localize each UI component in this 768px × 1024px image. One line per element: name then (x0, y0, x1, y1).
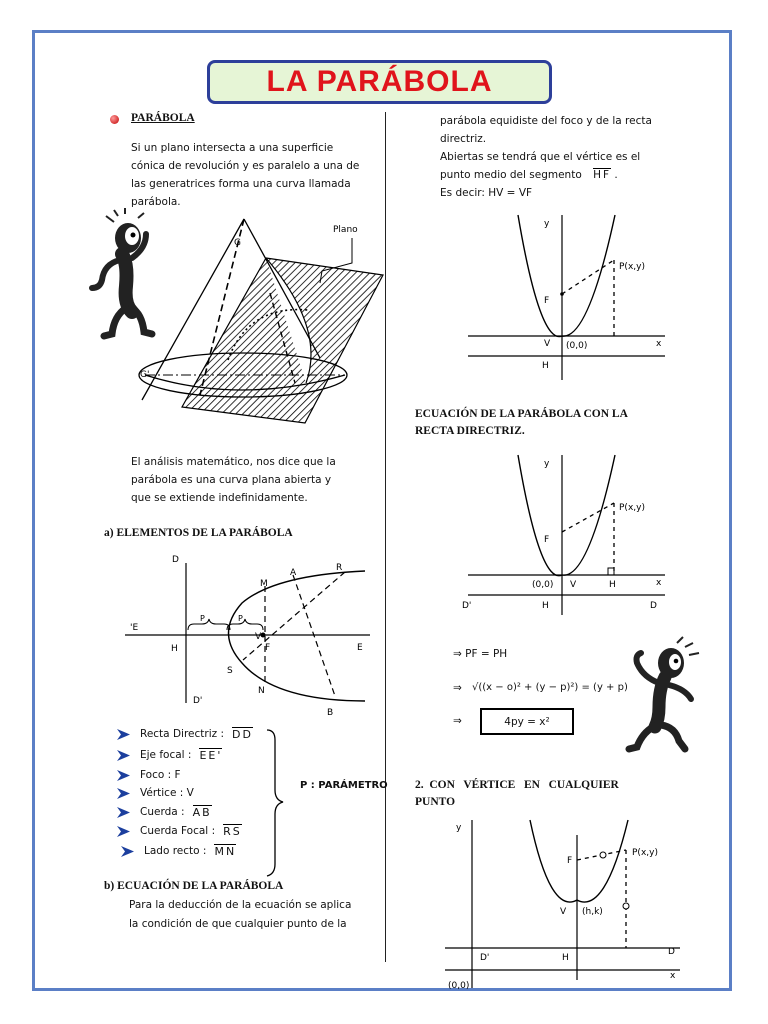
graph3-f: F (567, 856, 573, 866)
equation-2-arrow: ⇒ (453, 682, 462, 694)
list-symbol: MN (214, 845, 237, 858)
title-text: LA PARÁBOLA (266, 65, 493, 98)
label-b: B (327, 708, 334, 718)
equation-3-box (480, 708, 574, 735)
list-label: Eje focal : (140, 749, 192, 761)
section-b-line-2: la condición de que cualquier punto de la (129, 918, 347, 930)
graph2-y: y (544, 459, 550, 469)
analysis-line-1: El análisis matemático, nos dice que la (131, 456, 336, 468)
page-title (207, 60, 552, 104)
equation-1: ⇒ PF = PH (453, 648, 508, 660)
arrow-bullet-icon (117, 807, 130, 818)
graph2-h-axis: H (609, 580, 616, 590)
brace-icon (265, 728, 285, 878)
label-r: R (336, 563, 343, 573)
list-item (117, 746, 222, 764)
cone-plane-diagram (130, 215, 390, 430)
graph3-hk: (h,k) (582, 907, 603, 917)
list-symbol: AB (192, 806, 212, 819)
right-line-1: parábola equidiste del foco y de la recta (440, 115, 652, 127)
list-label: Lado recto : (144, 845, 207, 857)
arrow-bullet-icon (117, 750, 130, 761)
graph3-v: V (560, 907, 567, 917)
graph3-p: P(x,y) (632, 848, 658, 858)
label-a: A (290, 568, 297, 578)
worried-figure-icon (625, 635, 705, 755)
graph3-h: H (562, 953, 569, 963)
graph3-d-prime: D' (480, 953, 490, 963)
label-e-right: E (357, 643, 363, 653)
graph1-x: x (656, 339, 662, 349)
analysis-line-3: que se extiende indefinidamente. (131, 492, 308, 504)
section-a-heading: a) ELEMENTOS DE LA PARÁBOLA (104, 527, 293, 539)
parabola-graph-2 (440, 450, 680, 620)
graph2-p: P(x,y) (619, 503, 645, 513)
graph1-f: F (544, 296, 550, 306)
heading-parabola: PARÁBOLA (131, 112, 195, 124)
graph2-f: F (544, 535, 550, 545)
graph2-origin: (0,0) (532, 580, 554, 590)
parabola-graph-1 (440, 210, 680, 380)
parabola-elements-diagram (115, 553, 375, 718)
graph2-x: x (656, 578, 662, 588)
graph3-x: x (670, 971, 676, 981)
right-line-3: Abiertas se tendrá que el vértice es el (440, 151, 641, 163)
label-plano: Plano (333, 225, 358, 235)
analysis-line-2: parábola es una curva plana abierta y (131, 474, 332, 486)
list-symbol: DD (232, 728, 253, 741)
parametro-label: P : PARÁMETRO (300, 780, 388, 791)
label-p2: P (238, 614, 243, 623)
equation-2: √((x − o)² + (y − p)²) = (y + p) (472, 682, 628, 693)
label-g-prime: G' (140, 370, 150, 380)
list-item (117, 822, 242, 840)
list-item (117, 766, 181, 784)
graph1-y: y (544, 219, 550, 229)
section-eq-heading-2: RECTA DIRECTRIZ. (415, 425, 525, 437)
arrow-bullet-icon (117, 788, 130, 799)
right-line-4 (440, 166, 618, 184)
list-label: Recta Directriz : (140, 728, 225, 740)
label-d: D (172, 555, 179, 565)
arrow-bullet-icon (121, 846, 134, 857)
label-f: F (265, 643, 271, 653)
section-2-heading-1: 2. CON VÉRTICE EN CUALQUIER (415, 779, 619, 791)
period: . (614, 169, 618, 181)
parabola-graph-3 (440, 815, 690, 990)
graph1-origin: (0,0) (566, 341, 588, 351)
intro-line-3: las generatrices forma una curva llamada (131, 178, 351, 190)
intro-line-1: Si un plano intersecta a una superficie (131, 142, 334, 154)
arrow-bullet-icon (117, 729, 130, 740)
right-line-4-text: punto medio del segmento (440, 169, 582, 181)
graph2-v: V (570, 580, 577, 590)
list-label: Cuerda : (140, 806, 185, 818)
segment-symbol: HF (593, 169, 612, 181)
section-b-line-1: Para la deducción de la ecuación se aplica (129, 899, 352, 911)
list-item (117, 803, 212, 821)
label-m: M (260, 579, 268, 589)
intro-line-2: cónica de revolución y es paralelo a una de (131, 160, 360, 172)
right-line-5: Es decir: HV = VF (440, 187, 533, 199)
label-v: V (255, 632, 262, 642)
arrow-bullet-icon (117, 770, 130, 781)
list-item (117, 784, 194, 802)
list-label: Vértice : V (140, 787, 194, 799)
label-p1: P (200, 614, 205, 623)
arrow-bullet-icon (117, 826, 130, 837)
section-2-heading-2: PUNTO (415, 796, 456, 808)
label-g: G (234, 238, 241, 248)
label-d-prime: D' (193, 696, 203, 706)
list-label: Foco : F (140, 769, 181, 781)
label-e-left: 'E (130, 623, 139, 633)
graph3-d: D (668, 947, 675, 957)
graph1-p: P(x,y) (619, 262, 645, 272)
graph2-d: D (650, 601, 657, 611)
list-item (117, 725, 253, 743)
graph3-y: y (456, 823, 462, 833)
graph2-d-prime: D' (462, 601, 472, 611)
list-symbol: RS (223, 825, 242, 838)
intro-line-4: parábola. (131, 196, 181, 208)
right-line-2: directriz. (440, 133, 487, 145)
graph2-h: H (542, 601, 549, 611)
list-symbol: EE' (199, 749, 223, 762)
section-b-heading: b) ECUACIÓN DE LA PARÁBOLA (104, 880, 284, 892)
label-n: N (258, 686, 265, 696)
list-label: Cuerda Focal : (140, 825, 216, 837)
label-h: H (171, 644, 178, 654)
label-s: S (227, 666, 233, 676)
equation-3-arrow: ⇒ (453, 715, 462, 727)
graph1-h: H (542, 361, 549, 371)
section-eq-heading-1: ECUACIÓN DE LA PARÁBOLA CON LA (415, 408, 628, 420)
graph1-v: V (544, 339, 551, 349)
graph3-origin: (0,0) (448, 981, 470, 991)
equation-3: 4py = x² (504, 715, 550, 728)
list-item (121, 842, 236, 860)
bullet-icon (110, 115, 119, 124)
